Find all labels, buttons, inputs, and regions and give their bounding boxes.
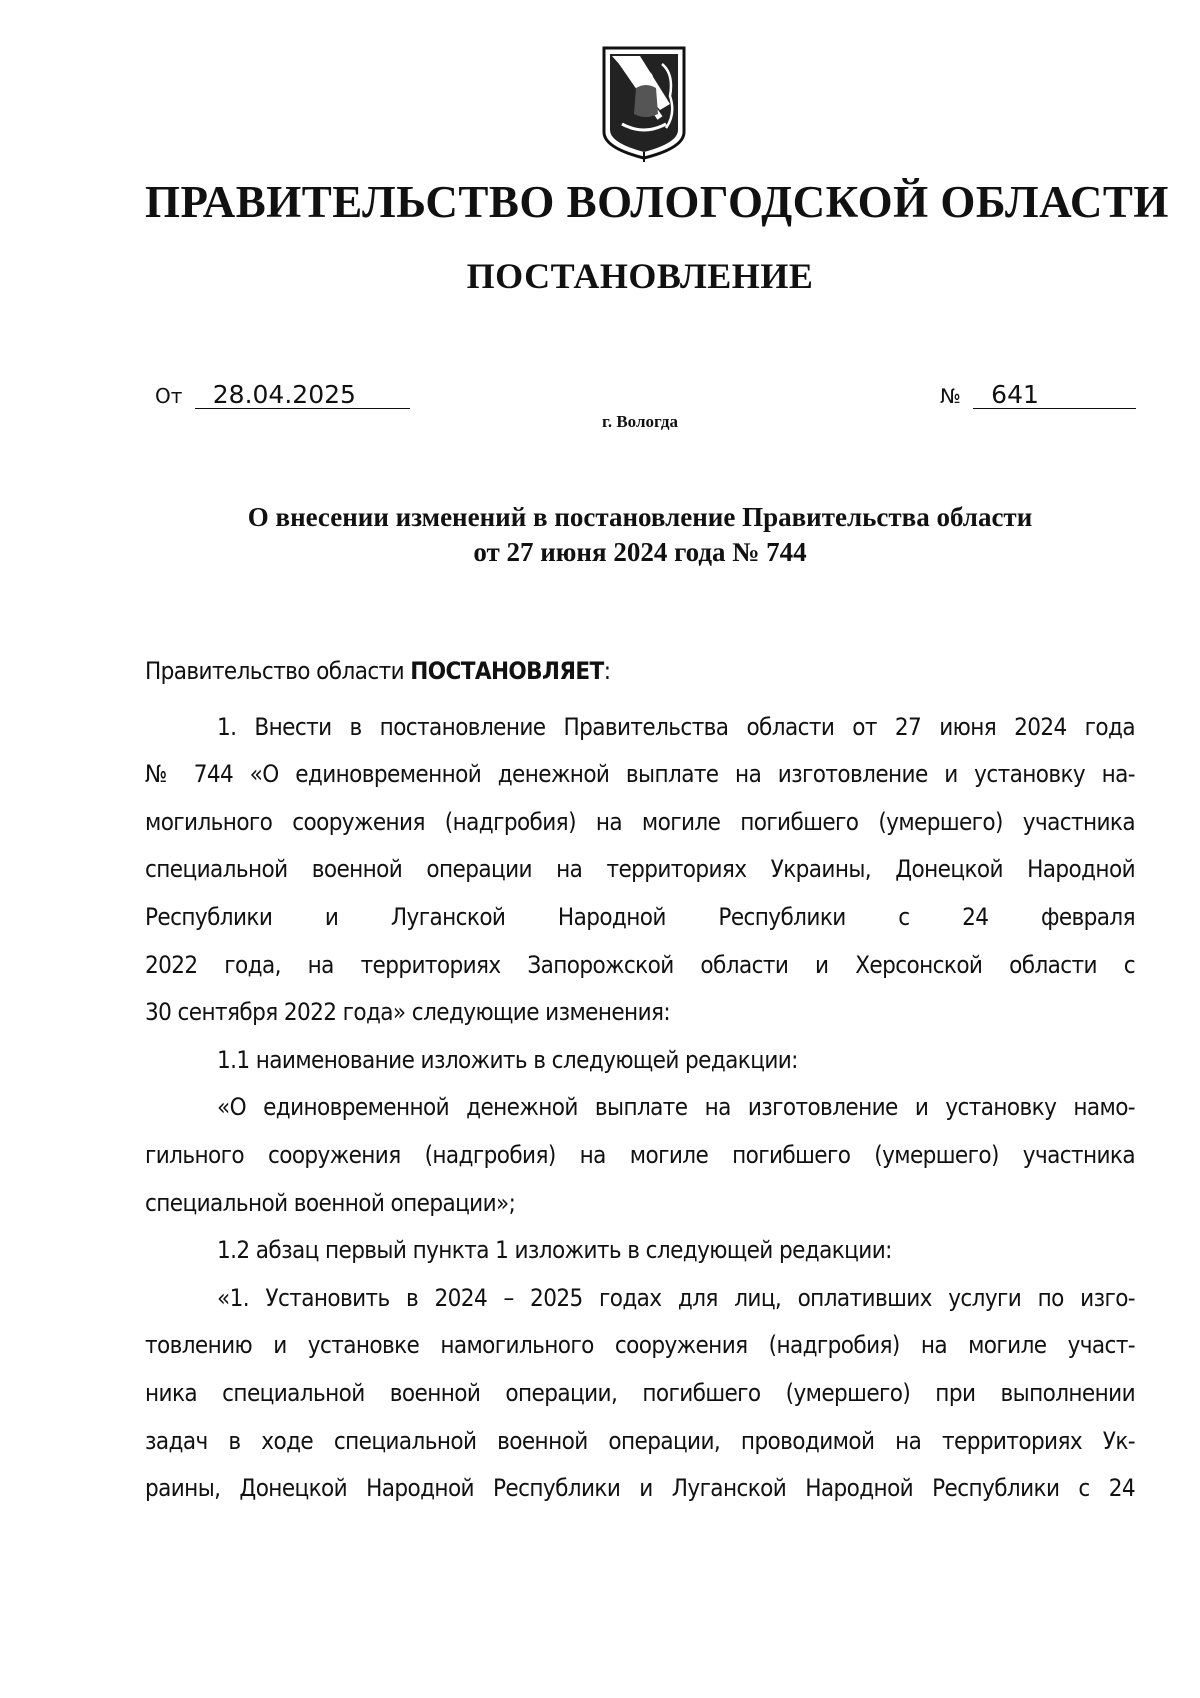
lead-bold: ПОСТАНОВЛЯЕТ — [410, 657, 604, 685]
number-value: 641 — [973, 382, 1136, 409]
paragraph-line: 1.2 абзац первый пункта 1 изложить в следующей редакции: — [217, 1236, 892, 1265]
paragraph-line: раины, Донецкой Народной Республики и Луганской Народной Республики с 24 — [145, 1474, 1135, 1503]
paragraph-line: «1. Установить в 2024 – 2025 годах для лиц, оплативших услуги по изго- — [217, 1283, 1135, 1312]
number-prefix: № — [940, 384, 961, 408]
paragraph-line: специальной военной операции»; — [145, 1188, 516, 1217]
document-date — [155, 382, 410, 409]
document-body — [145, 648, 1135, 1513]
lead-colon: : — [603, 657, 611, 685]
paragraph-line: ника специальной военной операции, погибшего (умершего) при выполнении — [145, 1378, 1135, 1407]
paragraph-line: товлению и установке намогильного сооружения (надгробия) на могиле участ- — [145, 1331, 1135, 1360]
lead-text: Правительство области — [145, 657, 411, 685]
organization-title: ПРАВИТЕЛЬСТВО ВОЛОГОДСКОЙ ОБЛАСТИ — [145, 177, 1169, 227]
paragraph-line: гильного сооружения (надгробия) на могиле погибшего (умершего) участника — [145, 1140, 1135, 1169]
paragraph-line: специальной военной операции на территориях Украины, Донецкой Народной — [145, 855, 1135, 884]
paragraph-line: 1.1 наименование изложить в следующей редакции: — [217, 1045, 798, 1074]
document-subject — [145, 500, 1135, 570]
document-number — [940, 382, 1136, 409]
paragraph-line: 1. Внести в постановление Правительства области от 27 июня 2024 года — [217, 712, 1135, 741]
subject-line-1: О внесении изменений в постановление Правительства области — [247, 502, 1033, 532]
date-value: 28.04.2025 — [195, 382, 410, 409]
document-type-title: ПОСТАНОВЛЕНИЕ — [466, 256, 814, 296]
paragraph-line: задач в ходе специальной военной операции, проводимой на территориях Ук- — [145, 1426, 1135, 1455]
city-label: г. Вологда — [602, 412, 678, 431]
paragraph-line: 2022 года, на территориях Запорожской области и Херсонской области с — [145, 950, 1135, 979]
resolution-lead — [145, 648, 1135, 696]
paragraph-line: «О единовременной денежной выплате на изготовление и установку намо- — [217, 1093, 1135, 1122]
subject-line-2: от 27 июня 2024 года № 744 — [473, 537, 807, 567]
paragraph-line: № 744 «О единовременной денежной выплате на изготовление и установку на- — [145, 760, 1135, 789]
date-prefix: От — [155, 384, 183, 408]
coat-of-arms-icon — [600, 44, 688, 164]
paragraph-line: Республики и Луганской Народной Республики с 24 февраля — [145, 902, 1135, 931]
paragraph-line: 30 сентября 2022 года» следующие изменения: — [145, 998, 671, 1027]
paragraph-line: могильного сооружения (надгробия) на могиле погибшего (умершего) участника — [145, 807, 1135, 836]
